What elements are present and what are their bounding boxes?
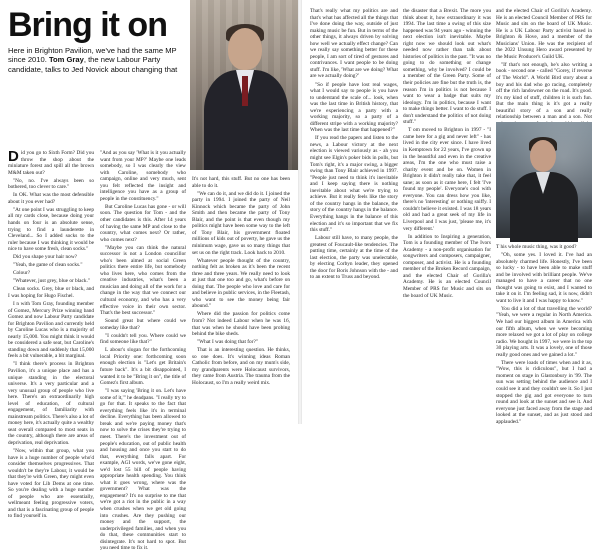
column-1-paragraph: "Whatever, just grey, blue or black." (13, 278, 91, 285)
column-2-paragraph: But Caroline Lucas has gone - or will soon. The question for Tom - and the other candidates is this. After 14 years of having the same MP and close to the country, what comes next? Or rather, who comes next? (100, 203, 186, 243)
column-1-paragraph: Colour? (13, 270, 31, 277)
column-5-paragraph: the disaster that a Brexit. The more you think about it, how extraordinary it was 1994. The last time a swing of this size happened was 94 years ago - winning the next election isn't inevitable. Maybe right now we should look out what's needed now rather than talk about histories of politics in the past. "It was no going to do something or change something, why be involved? I could be a member of the Green Party. Some of their policies are fine but the truth is, the reason I'm in politics is not because I want to wear a badge that suits my ideology. I'm in politics, because I want to make things better. I want to do stuff. I don't understand the politics of not doing stuff." (403, 8, 491, 126)
drop-cap: D (8, 148, 19, 165)
column-1-paragraph: I n with Tom Gray, founding member of Gomez, Mercury Prize winning band Gomez and now Labour Party candidate for Brighton Pavilion and currently held by Caroline Lucas who is a majority of nearly 15,000. You might think it would be considered a safe seat, but Caroline's standing down and suddenly that 15,000 feels a bit vulnerable, a bit marginal. (8, 300, 94, 360)
column-6-paragraph: You did a lot of that travelling the world? "Yeah, we were a regular in North America. We had our biggest album in America with our fifth album, when we were becoming more relaxed we got a lot of play on college radio. We bought in 1997, we were in the top 30 playing arts. It was a lovely, one of those really good ones and we gained a lot." (496, 305, 592, 358)
column-4-paragraph: If you read the papers and listen to the news, a Labour victory at the next election is viewed variously as - ah you might see Elgin's poker bids in polls, but Tom's right, it's a major swing, a bigger swing than Tony Blair achieved in 1997. "People just need to think it's inevitable and I keep saying there is nothing inevitable about what we're trying to achieve. But it really feels like the story of the country hangs in the balance, the story of the country hangs in the balance. Everything hangs in the balance of this election and it's so important that we fix this stuff." (310, 135, 398, 234)
column-2-paragraph: "And as you say 'What is it you actually want from your MP?' Maybe one leads somebody, so I was clearly the view with Caroline, somebody who campaign, online and very much, sent you felt reflected the insight and intelligence you have as a group of people in the constituency." (100, 150, 186, 202)
column-1-paragraph: "Now, within that group, what you have is a huge number of people who'd consider themselves progressives. That wouldn't be they're Labour, it would be that they're with Green, they might even have voted for Lib Dems at one time. So you're dealing with a huge number of people who are essentially, wellmeant feeling progressive voters, and that is a fascinating group of people to find yourself in. (8, 448, 94, 520)
standfirst-pre: Here in Brighton Pavilion, we've had the same MP since 2010. (8, 46, 177, 65)
column-6-paragraph: There were loads of times when and it as, "Wow, this is ridiculous", but I had a moment on stage in Glastonbury in '99. The sun was setting behind the audience and I could see it and they couldn't see it. So I just stopped the gig and got everyone to turn round and look at the sunset and see it. And everyone just faced away from the stage and looked at the sunset, and as just stood and applauded." (496, 359, 592, 425)
column-1-paragraph: In OK. What was the most defensible about it you ever had? (8, 192, 94, 205)
column-3-paragraph: That is an interesting question. He thinks, so one does. It's winning ideas Roman Catholic from before, and on my mum's side, my grandparents were Holocaust survivors, they came from Austria. The trauma from the Holocaust, so I'm a really weird mix. (192, 347, 290, 386)
column-1-paragraph: id you go to Sixth Form? Did you throw the shop about the miniature forest and spill all the brown M&M taken out? (8, 150, 94, 176)
article-column-2 (100, 150, 186, 552)
column-6-paragraph: "If that's not enough, he's also writing a book - second one - called "Gorey, if reverse of The World". A World Bird story about a boy and his dad who go racing, completely off the rich landowner on the road. It's good. It's my kind of stuff, children it is such fun. But the main thing is it's got a really beautiful story of a son and really relationship between a man and a son. Not (496, 61, 592, 121)
column-4-paragraph: Labour still have, to many people, the greatest of Foucault-like tendencies. The putting time, certainly at the time of the last election, the party was unelectable, by electing Corbyn leader, they opened the door for Boris Johnson with the - and to an extent to Truss and beyond. (310, 235, 398, 281)
column-1-paragraph: "No, no. I've always been so bothered, too clever to care." (8, 177, 94, 191)
portrait-photo (190, 0, 298, 170)
column-2-paragraph: "I was saying 'Bring it on. Let's have some of it,'" he deadpans. "I really try to go for that. It speaks to the fact that everything feels like it's in terminal decline. Everything has been allowed to break and we're paying money that's now to solve the crises they're trying to meet. There's the investment out of people's education, out of public health and housing and once you start to do that, everything falls apart. For example, AGI words, we've gone eight, we'd lost 55 bill of people having appropriate health spending. You think what it goes wrong, where was the government? What was the engagement? It's no surprise to me that we're got a riot in the public in a way when crushes when we get old going into crushes. Are they pushing our money and the support, the underprivileged families, and when you do that, these communities start to disintegrate. It's not hard to spot. But you need time to fix it. (100, 388, 186, 552)
right-page (302, 0, 600, 424)
column-1-paragraph: "At one point I was struggling to keep all my cards close, because doing your hands on four is an absolute sense, trying to find a launderette in Cleveland... So I added socks to the ruler because I was thinking it would be nice to have some fresh, clean socks." (8, 206, 94, 253)
column-3-paragraph: Where did the passion for politics come from? Not indeed Labour when he was 16, that was when he should have been probing behind the bike sheds. (192, 311, 290, 338)
column-1-paragraph: "Yeah, the game of clean socks." (13, 262, 83, 269)
column-3-paragraph: It's not hard, this stuff. But no one has been able to do it. (192, 176, 290, 189)
column-5-paragraph: In addition to Inspiring a generation, Tom is a founding member of The Ivors Academy - a non-profit organisation for songwriters and composers, campaigner, composer, and activist. He is a founding member of the Broken Record campaign, and the elected Chair of Gorilla's Academy. He is an elected Council Member of PRS for Music and sits on the board of UK Music. (403, 233, 491, 299)
column-1-paragraph: Clean socks. Grey, blue or black, and I was hoping for Hugo Fischel. (8, 286, 94, 299)
column-5-paragraph: T om moved to Brighton in 1997 - "I came here for a gig and never left" - has lived in the city ever since. I have lived in Kemptown for 22 years, I've grown up in the beautiful and even in the creative areas, I'm the one who must raise a charity event and be on. Women in Brighton it didn't really take that, it feel sane; as soon as it came here, I felt 'I've found my people'. Everyone's cool with everyone. You can dress how you like, there's no 'interesting' or nothing sniffy. I couldn't believe it existed. I was 18 years old and had a great seek of my life in Liverpool and I was just, 'please me, it's very different.' (403, 127, 491, 232)
article-column-1 (8, 148, 94, 520)
column-6-paragraph: and the elected Chair of Gorilla's Academy. He is an elected Council Member of PRS for Music and sits on the board of UK Music. He is a UK Labour Party activist based in Brighton & Hove, and a member of the Musicians' Union. He was the recipient of the 2022 Unsung Hero award presented by the Music Producer's Guild UK. (496, 8, 592, 60)
article-column-5 (403, 8, 491, 418)
column-1-paragraph: "I think there's process in Brighton Pavilion, it's a unique place and has a unique standing in the electoral universe. It's a very particular and a very unusual group of people who live here. There's an extraordinarily high level of education, of cultural engagement, of familiarity with mainstream politics. There's also a lot of money here, it's actually quite a wealthy seat overall compared to most seats in the country, although there are areas of deprivation, real deprivation. (8, 361, 94, 446)
column-2-paragraph: "Maybe you can think the natural successor is not a London councillor who's been aimed at social Green politics there entire life, but somebody who lives here, who comes from the creative industries, what's been a musician and doing all of the work for a change in the way that we connect our cultural economy, and who has a very effective voice in their own sector. That's the best successor." (100, 244, 186, 317)
column-3-paragraph: Whatever people thought of the country, nothing felt as broken as it's been the recent three and three years. We really need to look at just that one too and go, what's before on doing that. The people who love and care for and believe in public services, in the Fleetash, who want to see the money being fair abound." (192, 257, 290, 310)
candidate-photo (496, 122, 592, 238)
column-3-paragraph: "We can do it, and we did do it. I joined the party in 1994. I joined the party of Neil Kinnock which became the party of John Smith and then became the party of Tony Blair, and the point is that even though my politics might have been some way to the left of Tony Blair, his government floated millions of kids out of poverty, he gave us the minimum wage, gave us so many things that set us on the right track. Look back to 2010. (192, 190, 290, 256)
column-2-paragraph: "I couldn't tell you. Where could we find someone like that?" (100, 332, 186, 346)
column-2-paragraph: L abour's slogan for the forthcoming local Priority one: forthcoming soon enough election is "Let's get Britain's future back". It's a bit disappointed, I wanted it to be "Bring it on", the title of Gomez's first album. (100, 347, 186, 387)
article-column-4 (310, 8, 398, 418)
column-3-paragraph: "What I was doing that for?" (197, 339, 258, 346)
standfirst-post: , the new Labour Party candidate, talks to Jed Novick about changing that (8, 55, 178, 74)
column-2-paragraph: Sound great but where could we someday like that? (100, 318, 186, 331)
column-6-bottom (496, 244, 592, 427)
left-page (0, 0, 298, 552)
standfirst-name: Tom Gray (48, 55, 84, 65)
column-4-paragraph: "So if people have lost real wages, what I would say to people is you have to understand the scale of... look, when was the last time in British history, that we're experiencing a party with a working majority, so a party of a different stripe with a working majority? When was the last time that happened?" (310, 81, 398, 134)
standfirst (8, 46, 186, 74)
column-6-paragraph: "Oh, some yes. I loved it. I've had an absolutely charmed life. Honestly, I've been so lucky - to have been able to make stuff and be involved with brilliant people. We've managed to have a career that no one thought was going to exist, and I wanted to take it on it. I'm feeling sad, it is now, didn't want to live it and I was happy to know." (496, 252, 592, 304)
column-1-paragraph: Did you shape your hair now? (13, 254, 77, 261)
column-4-paragraph: That's really what my politics are and that's what has affected all the things that I've done doing the way, outside of just making music be fun. But in terms of the other things, it always driven by solving how well we actually effect change? Can we really say something better for these people, I am sort of tired of gestures and contrivances. I want people to be doing stuff. I'm like, 'What are we doing? What are we actually doing?' (310, 8, 398, 80)
article-column-3 (192, 176, 290, 416)
column-6-top (496, 8, 592, 140)
headline: Bring it on (8, 6, 167, 44)
column-6-paragraph: T his whole music thing, was it good? (496, 244, 577, 250)
